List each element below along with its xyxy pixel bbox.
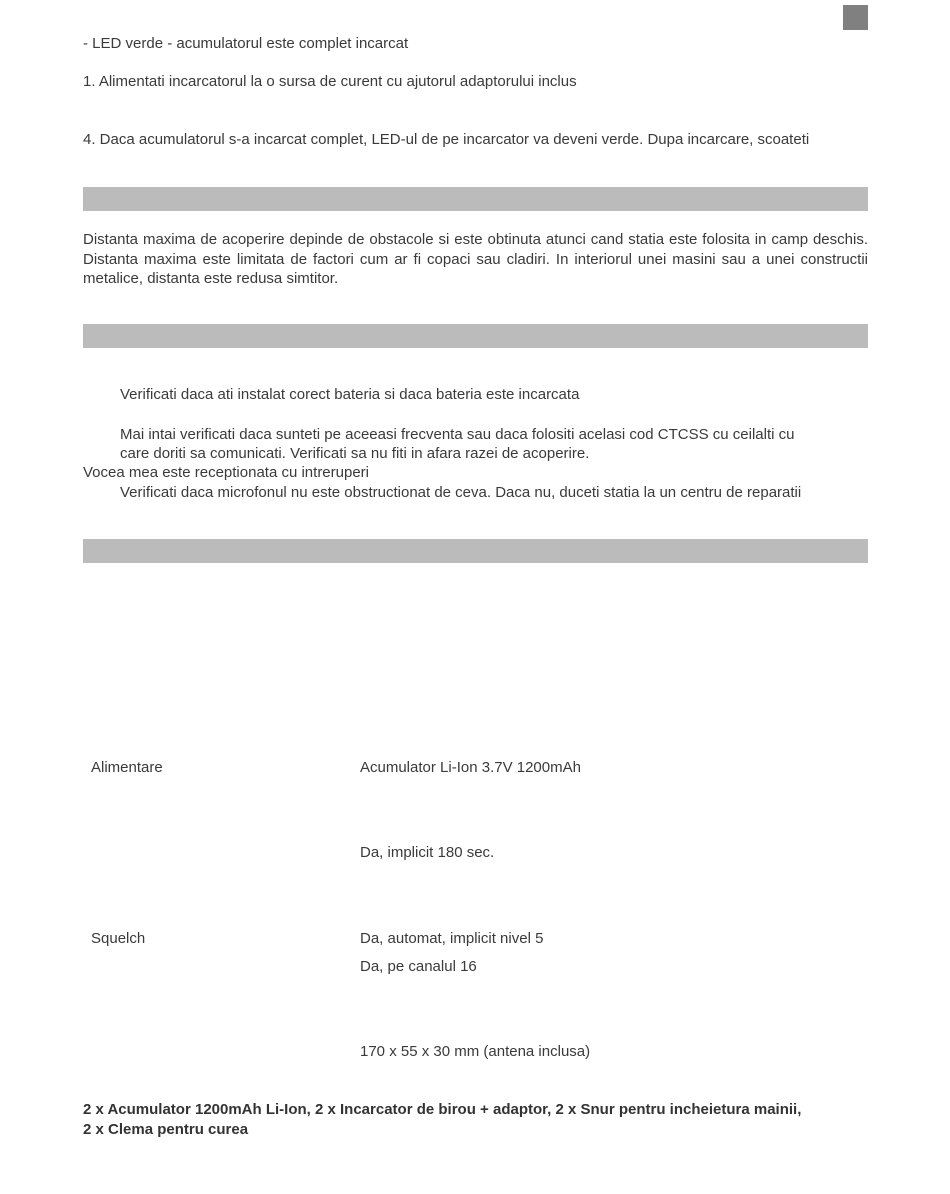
charging-step-4: 4. Daca acumulatorul s-a incarcat complet, LED-ul de pe incarcator va deveni verde. Dupa incarcare, scoateti	[83, 131, 810, 148]
spec-value-row-2: Da, implicit 180 sec.	[360, 844, 495, 861]
troubleshoot-answer-2-line-2: care doriti sa comunicati. Verificati sa nu fiti in afara razei de acoperire.	[120, 445, 590, 462]
section-header-bar-range	[83, 187, 868, 211]
spec-label-power: Alimentare	[91, 759, 163, 776]
troubleshoot-answer-1: Verificati daca ati instalat corect bateria si daca bateria este incarcata	[120, 386, 580, 403]
charging-step-1: 1. Alimentati incarcatorul la o sursa de curent cu ajutorul adaptorului inclus	[83, 73, 577, 90]
led-green-line: - LED verde - acumulatorul este complet incarcat	[83, 35, 409, 52]
section-header-bar-specs	[83, 539, 868, 563]
package-contents-line-2: 2 x Clema pentru curea	[83, 1121, 249, 1138]
package-contents-line-1: 2 x Acumulator 1200mAh Li-Ion, 2 x Incarcator de birou + adaptor, 2 x Snur pentru incheietura mainii,	[83, 1101, 802, 1118]
spec-label-squelch: Squelch	[91, 930, 146, 947]
spec-value-dimensions: 170 x 55 x 30 mm (antena inclusa)	[360, 1043, 591, 1060]
page-corner-marker	[843, 5, 868, 30]
troubleshoot-answer-3: Verificati daca microfonul nu este obstructionat de ceva. Daca nu, duceti statia la un centru de reparatii	[120, 484, 802, 501]
spec-value-power: Acumulator Li-Ion 3.7V 1200mAh	[360, 759, 581, 776]
spec-value-squelch: Da, automat, implicit nivel 5	[360, 930, 544, 947]
troubleshoot-problem-3: Vocea mea este receptionata cu intreruperi	[83, 464, 370, 481]
range-paragraph: Distanta maxima de acoperire depinde de obstacole si este obtinuta atunci cand statia este folosita in camp deschis. Distanta maxima este limitata de factori cum ar fi copaci sau cladiri. In interiorul unei masini sau a unei constructii metalice, distanta este redusa simtitor.	[83, 231, 868, 287]
troubleshoot-answer-2-line-1: Mai intai verificati daca sunteti pe aceeasi frecventa sau daca folositi acelasi cod CTCSS cu ceilalti cu	[120, 426, 795, 443]
section-header-bar-troubleshooting	[83, 324, 868, 348]
spec-value-row-4: Da, pe canalul 16	[360, 958, 477, 975]
